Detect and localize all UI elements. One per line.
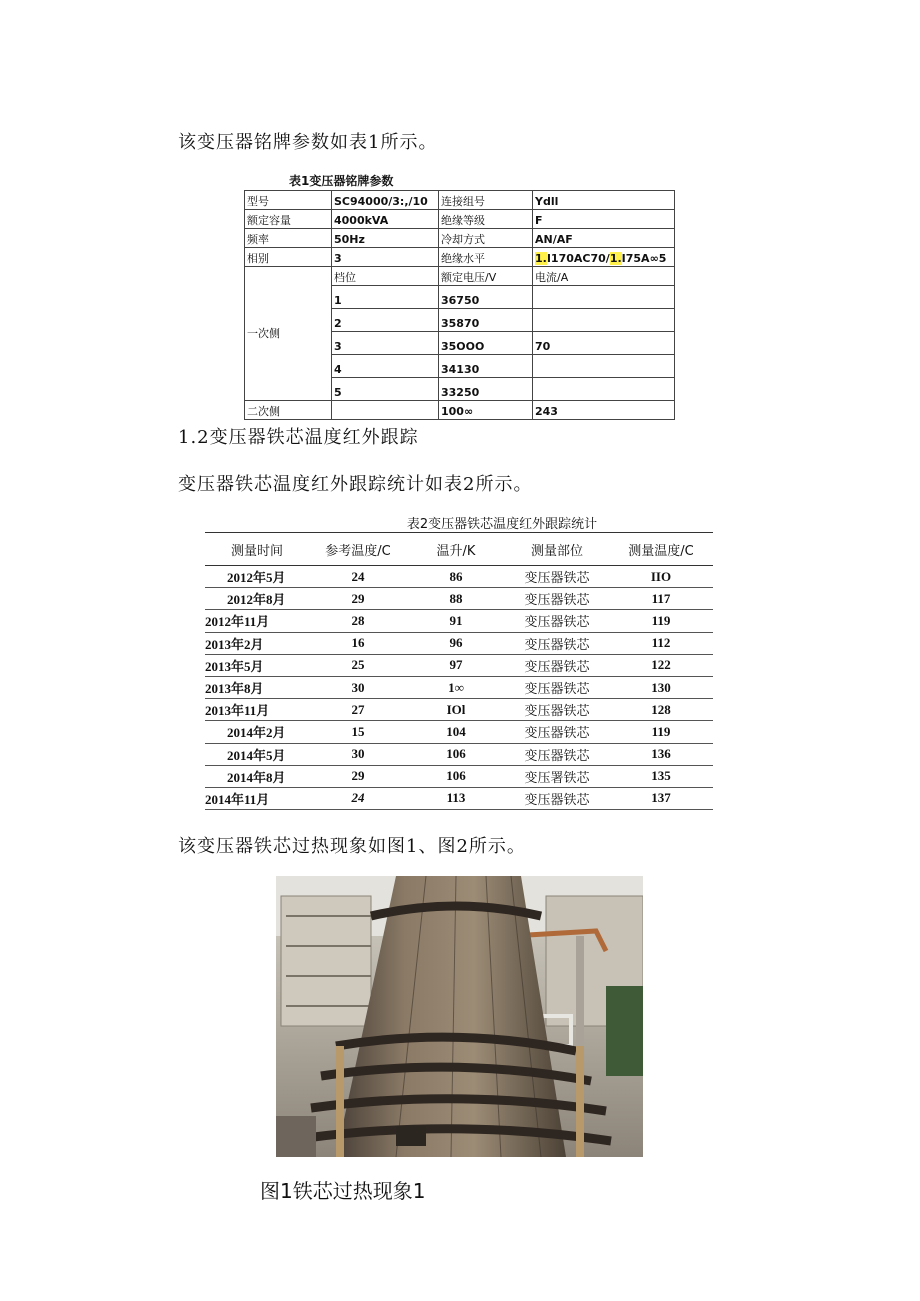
temperature-table xyxy=(205,532,713,810)
section-heading: 1.2变压器铁芯温度红外跟踪 xyxy=(178,427,419,448)
table-row: 2012年8月 29 88 变压器铁芯 117 xyxy=(205,588,713,610)
table-row: 1 36750 xyxy=(245,286,675,309)
table-row: 2013年8月 30 1∞ 变压器铁芯 130 xyxy=(205,676,713,698)
insulation-level-value: 1.I170AC70/1.I75A∞5 xyxy=(533,248,675,267)
table-row: 4 34130 xyxy=(245,355,675,378)
table-row: 3 35OOO 70 xyxy=(245,332,675,355)
table-row: 2014年11月 24 113 变压器铁芯 137 xyxy=(205,787,713,809)
table-row: 2013年5月 25 97 变压器铁芯 122 xyxy=(205,654,713,676)
table1-caption: 表1变压器铭牌参数 xyxy=(289,174,394,188)
primary-side-label: 一次侧 xyxy=(245,267,332,401)
table-row: 频率 50Hz 冷却方式 AN/AF xyxy=(245,229,675,248)
transformer-core-photo xyxy=(276,876,643,1157)
paragraph-3: 该变压器铁芯过热现象如图1、图2所示。 xyxy=(178,836,526,857)
table-row: 2014年2月 15 104 变压器铁芯 119 xyxy=(205,721,713,743)
table-row: 相别 3 绝缘水平 1.I170AC70/1.I75A∞5 xyxy=(245,248,675,267)
table-row: 二次侧 100∞ 243 xyxy=(245,401,675,420)
table-header-row: 测量时间 参考温度/C 温升/K 测量部位 测量温度/C xyxy=(205,533,713,566)
table-row: 2012年11月 28 91 变压器铁芯 119 xyxy=(205,610,713,632)
table-row: 额定容量 4000kVA 绝缘等级 F xyxy=(245,210,675,229)
table-row: 2013年11月 27 IOl 变压器铁芯 128 xyxy=(205,699,713,721)
table-row: 2014年5月 30 106 变压器铁芯 136 xyxy=(205,743,713,765)
paragraph-2: 变压器铁芯温度红外跟踪统计如表2所示。 xyxy=(178,474,533,495)
nameplate-table xyxy=(244,190,675,420)
table-row: 2012年5月 24 86 变压器铁芯 IIO xyxy=(205,566,713,588)
table-row: 5 33250 xyxy=(245,378,675,401)
table-row: 2013年2月 16 96 变压器铁芯 112 xyxy=(205,632,713,654)
table-row: 2014年8月 29 106 变压署铁芯 135 xyxy=(205,765,713,787)
table-row: 型号 SC94000/3:,/10 连接组号 Ydll xyxy=(245,191,675,210)
figure-caption: 图1铁芯过热现象1 xyxy=(260,1179,426,1203)
table-row: 2 35870 xyxy=(245,309,675,332)
intro-paragraph: 该变压器铭牌参数如表1所示。 xyxy=(178,132,438,153)
table-row: 一次侧 档位 额定电压/V 电流/A xyxy=(245,267,675,286)
table2-caption: 表2变压器铁芯温度红外跟踪统计 xyxy=(406,517,598,532)
